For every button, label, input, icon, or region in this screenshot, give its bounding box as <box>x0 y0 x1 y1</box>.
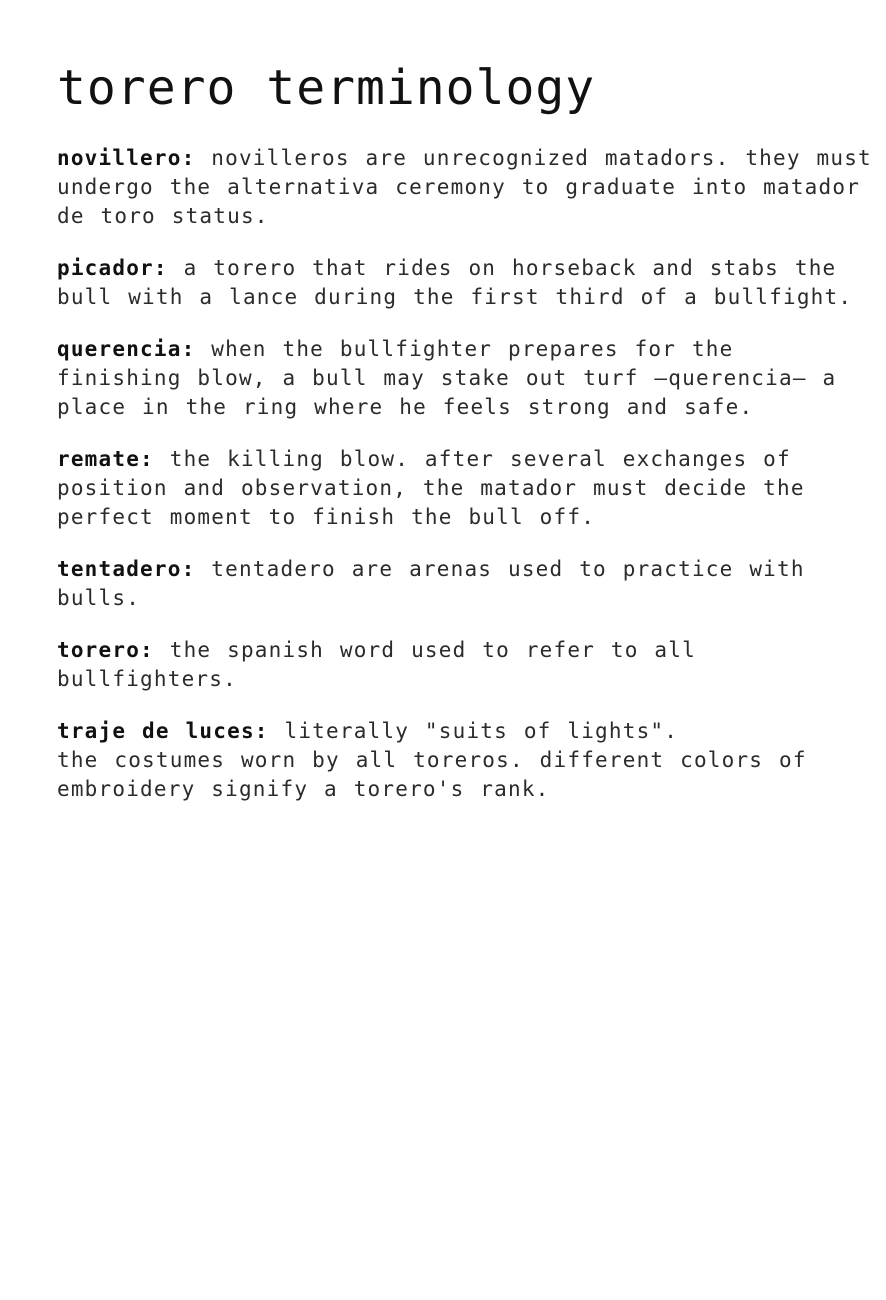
glossary-definition: a torero that rides on horseback and stabs the bull with a lance during the first third of a bullfight. <box>57 256 853 309</box>
page-title: torero terminology <box>57 60 596 116</box>
glossary-definition: the killing blow. after several exchanges of position and observation, the matador must decide the perfect moment to finish the bull off. <box>57 447 805 529</box>
glossary-entry-torero <box>57 636 872 694</box>
glossary-term: tentadero: <box>57 557 196 581</box>
glossary-term: traje de luces: <box>57 719 269 743</box>
glossary-definition-continued: the costumes worn by all toreros. different colors of embroidery signify a torero's rank. <box>57 748 807 801</box>
document-page <box>57 58 872 827</box>
glossary-definition: literally "suits of lights". <box>284 719 679 743</box>
glossary-entry-querencia <box>57 335 872 422</box>
glossary-definition: novilleros are unrecognized matadors. they must undergo the alternativa ceremony to graduate into matador de toro status. <box>57 146 872 228</box>
glossary-term: picador: <box>57 256 168 280</box>
glossary-term: torero: <box>57 638 154 662</box>
glossary-entry-remate <box>57 445 872 532</box>
glossary-definition: tentadero are arenas used to practice with bulls. <box>57 557 805 610</box>
glossary-term: remate: <box>57 447 154 471</box>
glossary-entry-traje-de-luces <box>57 717 872 804</box>
glossary-definition: when the bullfighter prepares for the finishing blow, a bull may stake out turf —querencia— a place in the ring where he feels strong and safe. <box>57 337 837 419</box>
glossary-term: novillero: <box>57 146 196 170</box>
glossary-entry-picador <box>57 254 872 312</box>
glossary-term: querencia: <box>57 337 196 361</box>
glossary-entry-tentadero <box>57 555 872 613</box>
glossary-definition: the spanish word used to refer to all bullfighters. <box>57 638 696 691</box>
glossary-entry-novillero <box>57 144 872 231</box>
